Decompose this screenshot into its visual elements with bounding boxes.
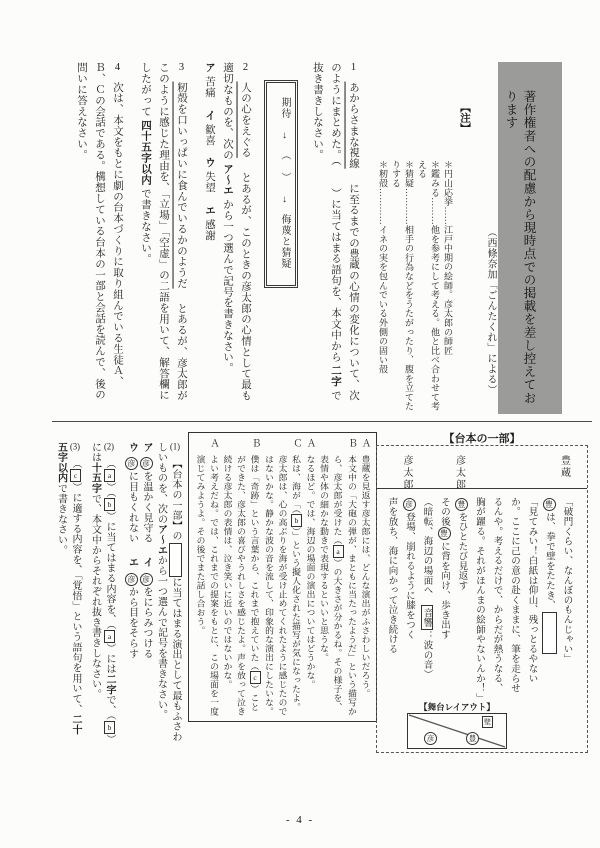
script-line <box>452 497 470 699</box>
hiko-circle-mark: 彦 <box>403 498 416 511</box>
question-2-quoted-phrase: 人の心をえぐる <box>240 81 251 158</box>
option-label: ウ <box>204 157 215 169</box>
question-3-text: とあるが、彦太郎がこのように感じた理由を、「立場」「空虚」の二語を用いて、解答欄にしたがって <box>140 62 187 401</box>
notes-title: 【注】 <box>459 102 471 134</box>
conversation-text: なるほど。では、海辺の場面の演出についてはどうかな。 <box>305 455 316 689</box>
sub-question-3-text: で書きなさい。 <box>55 483 67 556</box>
script-entry-toyozo <box>470 449 575 703</box>
option-label: エ <box>126 557 138 568</box>
hiko-circle-mark: 彦 <box>125 457 138 470</box>
conversation-area <box>188 432 376 724</box>
blank-letter-a: a <box>333 547 343 557</box>
flow-start: 期待 <box>279 97 290 119</box>
question-4-number: 4 <box>114 62 121 73</box>
option-text: 苦痛 <box>204 75 215 98</box>
section-divider <box>52 421 592 422</box>
question-2 <box>200 62 254 402</box>
sub-question-1-options-col1 <box>139 442 154 744</box>
option-text: を温かく見守る <box>141 471 152 544</box>
question-3 <box>136 62 190 402</box>
answer-blank-box <box>169 543 182 577</box>
conversation-text: 豊蔵を見返す彦太郎には、どんな演出がふさわしいだろう。 <box>360 455 371 698</box>
question-1-text: に至るまでの豊蔵の心情の変化について、次のようにまとめた。（ ）に当てはまる語句を、本文中から <box>330 62 359 401</box>
down-arrow-icon: ↓ <box>279 129 290 142</box>
student-label: Ｂ <box>346 438 356 448</box>
conversation-text: 本文中の「大砲の弾が、まともに当たったようだ」という描写から、彦太郎が受けた（ <box>332 455 357 716</box>
option-label: イ <box>141 557 152 568</box>
option-text: 失望 <box>204 171 215 194</box>
conversation-entry <box>303 435 317 717</box>
script-line <box>400 497 418 699</box>
option-label: ア <box>141 442 152 453</box>
sub-question-2-text: ）（ <box>104 482 115 499</box>
option-text: から目をそらす <box>126 586 138 659</box>
sub-question-2-number: (2) <box>104 442 114 451</box>
sub-question-2-text: ）に当てはまる内容を、（ <box>104 511 115 630</box>
conversation-text: 私は、海が「（ <box>291 455 301 514</box>
sub-question-1-number: (1) <box>170 442 180 451</box>
conversation-text: 僕は「奇跡」という言葉から、これまで抱えていた（ <box>249 455 260 671</box>
student-label: Ｃ <box>291 438 301 448</box>
stage-direction-text: その後 <box>439 497 449 527</box>
script-line <box>557 497 575 699</box>
stage-direction-text: （暗転、海辺の場面へ <box>421 497 432 605</box>
sub-question-2 <box>87 442 116 744</box>
script-line <box>435 497 453 699</box>
toyo-circle-mark: 豊 <box>455 498 468 511</box>
flow-end: 侮蔑と猜疑 <box>279 214 290 269</box>
sub-question-1-text: 【台本の一部】の <box>170 458 181 542</box>
sub-question-3-char-limit: 二十五字以内 <box>55 442 81 735</box>
script-excerpt-title: 【台本の一部】 <box>443 433 521 445</box>
student-label: Ａ <box>208 438 218 448</box>
option-text: に目もくれない <box>126 471 138 544</box>
sub-question-2-text: ）には <box>89 442 115 740</box>
note-line: ＊円山応挙……江戸中期の絵師。彦太郎の師匠 <box>443 160 453 356</box>
conversation-text: よい考えだね。では、これまでの提案をもとに、この場面を一度演じてみようよ。その後でまた話し合おう。 <box>195 455 219 716</box>
blank-letter-a: a <box>105 471 114 481</box>
sub-question-3-text: ）に適する内容を、「覚悟」という語句を用いて、 <box>70 482 81 715</box>
notes-block <box>376 62 471 414</box>
script-line <box>470 497 540 703</box>
sub-question-3-text: （ <box>70 458 81 470</box>
option-label: ウ <box>126 442 138 453</box>
question-3-number: 3 <box>178 62 185 73</box>
flow-blank: （ ） <box>279 150 290 183</box>
hiko-circle-mark: 彦 <box>140 457 153 470</box>
script-entry-hikotaro-1 <box>417 449 470 699</box>
sub-question-2-char-limit: 二字 <box>104 674 115 695</box>
question-3-quoted-phrase: 籾殻を口いっぱいに食んでいるかのようだ <box>176 81 187 289</box>
option-text: 感謝 <box>204 219 215 241</box>
option-text: をにらみつける <box>141 586 152 659</box>
conversation-entry <box>220 435 262 717</box>
option-label: エ <box>204 205 215 217</box>
question-2-text: とあるが、このときの彦太郎の心情として最も適切なものを、次の <box>222 62 251 401</box>
student-label: Ａ <box>304 438 315 448</box>
script-line <box>417 497 435 699</box>
sub-question-1-options-col2 <box>124 442 139 744</box>
conversation-entry <box>262 435 304 717</box>
note-line: ＊猜疑…………相手の行為などをうたがったり、腹を立てたりする <box>391 160 414 412</box>
sub-question-1 <box>124 442 182 744</box>
hiko-circle-mark: 彦 <box>140 573 153 586</box>
copyright-notice-box <box>498 62 562 414</box>
sub-question-2-char-limit: 十五字 <box>89 462 101 494</box>
question-1-char-limit: 二字 <box>330 364 341 387</box>
student-label: Ｂ <box>249 438 260 448</box>
sub-question-3-number: (3) <box>70 442 80 451</box>
copyright-notice-text: 著作権者への配慮から現時点での掲載を差し控えております <box>504 90 536 405</box>
conversation-text: ）」という擬人化された描写が気になったよ。彦太郎は、心の高ぶりを海が受け止めてくれたように感じたのではないかな。静かな波の音を流して、印象的な演出にしたいな。 <box>264 455 301 716</box>
sub-question-1-text: に当てはまる演出として最もふさわしいものを、次の <box>155 442 181 743</box>
stage-direction-text: は、拳で壁をたたき、 <box>544 512 554 610</box>
sub-question-1-choice-range: ア～エ <box>155 524 167 556</box>
conversation-text: ）ことができた、彦太郎の喜びやうれしさを感じたよ。声を放って泣き続ける彦太郎の表情は、泣き笑いに近いのではないかな。 <box>222 455 260 716</box>
speaker-name: 彦太郎 <box>453 455 465 491</box>
source-attribution: （西條奈加「ごんたくれ」による） <box>485 227 496 395</box>
dialogue-text: 「破門くらい、なんぼのもんじゃい」 <box>561 497 572 664</box>
conversation-box <box>188 432 377 722</box>
question-1 <box>308 62 362 402</box>
bottom-section <box>50 430 588 844</box>
question-2-options <box>200 62 218 402</box>
question-3-char-limit: 四十五字以内 <box>140 119 151 185</box>
question-4 <box>72 62 126 402</box>
question-1-number: 1 <box>350 62 357 73</box>
page-number: - 4 - <box>285 814 315 826</box>
stage-direction-text: ：波の音） <box>421 630 432 680</box>
speaker-name: 彦太郎 <box>401 455 412 491</box>
speaker-name: 豊蔵 <box>558 455 570 479</box>
top-section <box>62 62 562 414</box>
blank-letter-a: a <box>105 631 114 642</box>
script-blank-box <box>542 612 557 654</box>
question-1-text: で抜き書きしなさい。 <box>312 62 341 401</box>
blank-letter-c: c <box>250 673 260 683</box>
blank-letter-b: b <box>105 722 114 733</box>
toyo-circle-mark: 豊 <box>543 498 556 511</box>
toyo-circle-mark: 豊 <box>438 527 451 540</box>
sub-question-2-text: ）には <box>104 643 115 675</box>
hiko-circle-mark: 彦 <box>125 573 138 586</box>
question-2-text: から一つ選んで記号を書きなさい。 <box>222 198 233 374</box>
stage-direction-text: 登場、崩れるように膝をつく <box>404 512 414 640</box>
option-label: ア <box>204 62 215 73</box>
conversation-text: ）の大きさが分かるね。その様子を、表情や体の細かな動きで表現するといいと思うな。 <box>319 455 343 712</box>
toyo-actor-circle: 豊 <box>466 732 479 745</box>
sub-question-2-text: で、（ <box>104 694 115 721</box>
stage-layout-title: 【舞台レイアウト】 <box>419 702 495 712</box>
question-2-choice-range: ア～エ <box>222 163 233 196</box>
dialogue-text: 「見てみい！白紙は仰山、残っとるやないか。ここに己の意の赴くままに、筆を走らせるんや。考えるだけで、からだが熱うなる、胸が躍る。それがほんまの絵師やないんか！」 <box>474 497 537 703</box>
conversation-entry <box>317 435 359 717</box>
emotion-flow-diagram <box>264 80 298 288</box>
question-3-text: で書きなさい。 <box>140 187 151 265</box>
hiko-actor-circle: 彦 <box>424 732 437 745</box>
sub-question-2-text: で、本文中からそれぞれ抜き書きしなさい。 <box>89 493 101 700</box>
sound-effect-label: 音響 <box>421 605 433 631</box>
stage-direction-text: 声を放ち、海に向かって泣き続ける <box>386 497 397 654</box>
stage-layout-diagram <box>407 713 507 749</box>
sub-question-2-text: （ <box>104 458 115 470</box>
sub-question-3 <box>53 442 82 744</box>
script-entry-hikotaro-2 <box>382 449 417 699</box>
option-text: 歓喜 <box>204 123 215 146</box>
down-arrow-icon: ↓ <box>279 193 290 206</box>
conversation-entry <box>193 435 220 717</box>
question-4-text: 次は、本文をもとに劇の台本づくりに取り組んでいる生徒Ａ、Ｂ、Ｃの会話である。構想している台本の一部と会話を読んで、後の問いに答えなさい。 <box>76 62 123 400</box>
blank-letter-c: c <box>71 471 80 481</box>
script-excerpt-area <box>376 430 588 756</box>
blank-letter-b: b <box>292 515 301 525</box>
stage-direction-text: に背を向け、歩き出す <box>439 541 449 640</box>
stage-direction-text: をひとたび見返す <box>456 512 467 591</box>
script-excerpt-box <box>376 445 588 753</box>
question-2-number: 2 <box>242 62 249 73</box>
sub-question-1-text: から一つ選んで記号を書きなさい。 <box>155 555 167 721</box>
wall-label: 壁 <box>484 718 491 726</box>
blank-letter-b: b <box>105 500 114 510</box>
note-line: ＊籾殻…………イネの実を包んでいる外側の固い殻 <box>378 160 388 374</box>
note-line: ＊鑑みる………他を参考にして考える。他と比べ合わせて考える <box>417 160 440 412</box>
student-label: Ａ <box>359 438 370 448</box>
conversation-entry <box>358 435 372 717</box>
option-label: イ <box>204 109 215 121</box>
script-line <box>382 497 400 699</box>
question-1-quoted-phrase: あからさまな視線 <box>348 81 359 169</box>
stage-layout <box>407 701 507 749</box>
script-line <box>540 497 558 699</box>
